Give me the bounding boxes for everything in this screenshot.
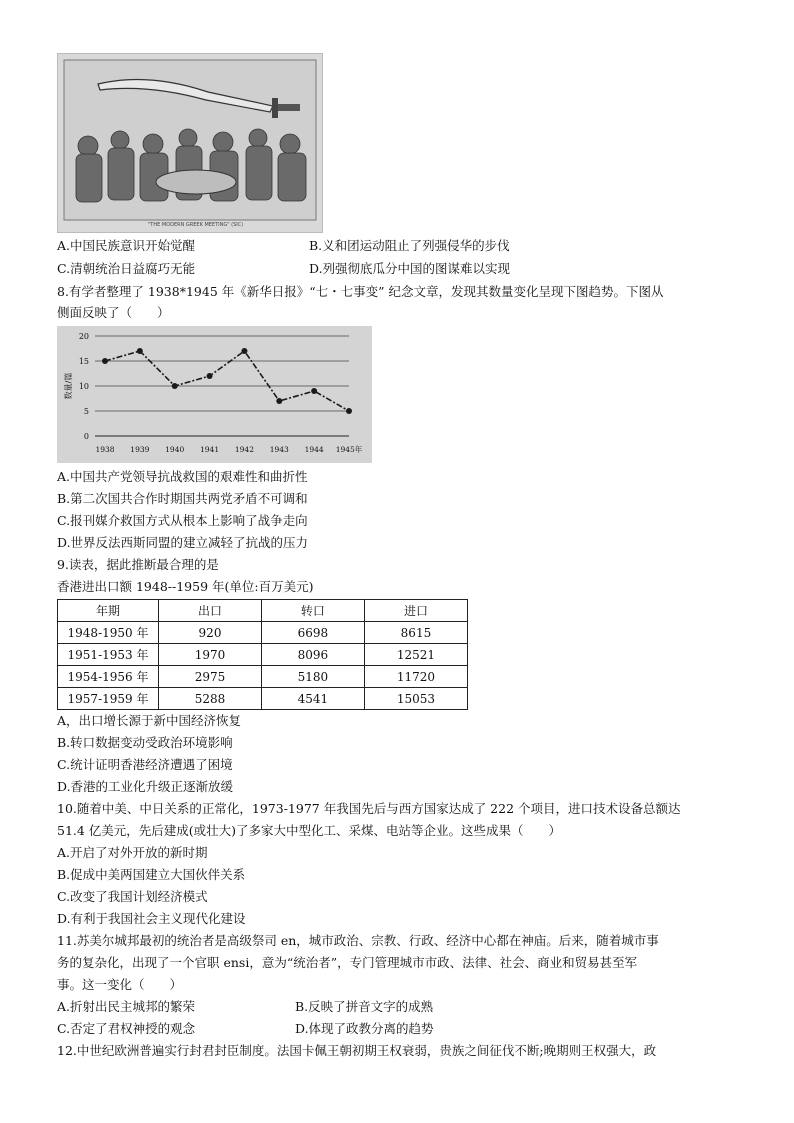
q7-option-a: A.中国民族意识开始觉醒 [57,238,196,253]
data-point [207,373,213,379]
cell-import: 15053 [364,688,467,710]
q11-stem-line1: 11.苏美尔城邦最初的统治者是高级祭司 en，城市政治、宗教、行政、经济中心都在神庙。后来，随着城市事 [57,933,659,948]
q11-option-a: A.折射出民主城邦的繁荣 [57,999,196,1014]
y-tick-label: 0 [83,432,89,441]
q8-chart [57,326,372,463]
x-tick-label: 1938 [95,445,115,454]
data-point [137,348,143,354]
q7-option-b: B.义和团运动阻止了列强侵华的步伐 [309,238,510,253]
cell-export: 1970 [159,644,262,666]
data-point [311,388,317,394]
cell-reexport: 8096 [261,644,364,666]
q12-stem-line1: 12.中世纪欧洲普遍实行封君封臣制度。法国卡佩王朝初期王权衰弱，贵族之间征伐不断;晚期则王权强大，政 [57,1043,657,1058]
cell-import: 8615 [364,622,467,644]
q9-option-c: C.统计证明香港经济遭遇了困境 [57,757,233,772]
table-row [58,688,468,710]
y-tick-label: 20 [78,332,89,341]
header-reexport: 转口 [261,600,364,622]
data-point [241,348,247,354]
data-point [102,358,108,364]
hk-trade-table [57,599,468,710]
table-row [58,622,468,644]
q10-stem-line2: 51.4 亿美元，先后建成(或壮大)了多家大中型化工、采煤、电站等企业。这些成果（ ） [57,823,562,838]
q8-option-d: D.世界反法西斯同盟的建立减轻了抗战的压力 [57,535,309,550]
q7-option-d: D.列强彻底瓜分中国的图谋难以实现 [309,261,511,276]
q8-option-a: A.中国共产党领导抗战救国的艰难性和曲折性 [57,469,308,484]
q9-option-b: B.转口数据变动受政治环境影响 [57,735,233,750]
x-tick-label: 1939 [130,445,150,454]
q9-stem: 9.读表，据此推断最合理的是 [57,557,219,572]
table-row [58,644,468,666]
q9-option-a: A，出口增长源于新中国经济恢复 [57,713,242,728]
q11-option-b: B.反映了拼音文字的成熟 [295,999,434,1014]
cell-reexport: 4541 [261,688,364,710]
x-tick-label: 1943 [269,445,289,454]
data-point [276,398,282,404]
cell-export: 5288 [159,688,262,710]
series-line [105,351,349,411]
x-tick-label: 1942 [234,445,254,454]
x-tick-label: 1940 [165,445,185,454]
q8-stem-line2: 侧面反映了（ ） [57,305,170,320]
cell-period: 1948-1950 年 [58,622,159,644]
cartoon-drawing [58,54,322,232]
q10-option-b: B.促成中美两国建立大国伙伴关系 [57,867,246,882]
q10-option-a: A.开启了对外开放的新时期 [57,845,208,860]
y-axis-label: 数量/篇 [64,372,73,400]
cell-period: 1954-1956 年 [58,666,159,688]
q8-option-c: C.报刊媒介救国方式从根本上影响了战争走向 [57,513,308,528]
cell-period: 1951-1953 年 [58,644,159,666]
q11-option-d: D.体现了政教分离的趋势 [295,1021,434,1036]
table-header-row [58,600,468,622]
q10-stem-line1: 10.随着中美、中日关系的正常化，1973-1977 年我国先后与西方国家达成了 222 个项目，进口技术设备总额达 [57,801,681,816]
q8-stem-line1: 8.有学者整理了 1938*1945 年《新华日报》“七・七事变” 纪念文章，发现其数量变化呈现下图趋势。下图从 [57,284,664,299]
q9-option-d: D.香港的工业化升级正逐渐放缓 [57,779,234,794]
q8-option-b: B.第二次国共合作时期国共两党矛盾不可调和 [57,491,308,506]
cell-reexport: 6698 [261,622,364,644]
cell-reexport: 5180 [261,666,364,688]
cell-import: 12521 [364,644,467,666]
table-row [58,666,468,688]
cell-export: 2975 [159,666,262,688]
q11-option-c: C.否定了君权神授的观念 [57,1021,196,1036]
q11-stem-line3: 事。这一变化（ ） [57,977,183,992]
q10-option-d: D.有利于我国社会主义现代化建设 [57,911,246,926]
data-point [172,383,178,389]
y-tick-label: 15 [78,357,89,366]
line-chart [57,326,372,463]
cartoon-caption: "THE MODERN GREEK MEETING" (SIC) [148,222,244,228]
header-period: 年期 [58,600,159,622]
y-tick-label: 10 [78,382,89,391]
q7-option-c: C.清朝统治日益腐巧无能 [57,261,196,276]
x-tick-label: 1941 [200,445,220,454]
header-import: 进口 [364,600,467,622]
q10-option-c: C.改变了我国计划经济模式 [57,889,208,904]
cell-period: 1957-1959 年 [58,688,159,710]
y-tick-label: 5 [83,407,89,416]
data-point [346,408,352,414]
cell-export: 920 [159,622,262,644]
x-tick-label: 1944 [304,445,324,454]
q11-stem-line2: 务的复杂化，出现了一个官职 ensi，意为“统治者”，专门管理城市市政、法律、社会、商业和贸易甚至军 [57,955,638,970]
cell-import: 11720 [364,666,467,688]
x-tick-label: 1945年 [335,445,363,454]
cartoon-image [57,53,323,233]
q9-table-title: 香港进出口额 1948--1959 年(单位:百万美元) [57,579,314,594]
header-export: 出口 [159,600,262,622]
